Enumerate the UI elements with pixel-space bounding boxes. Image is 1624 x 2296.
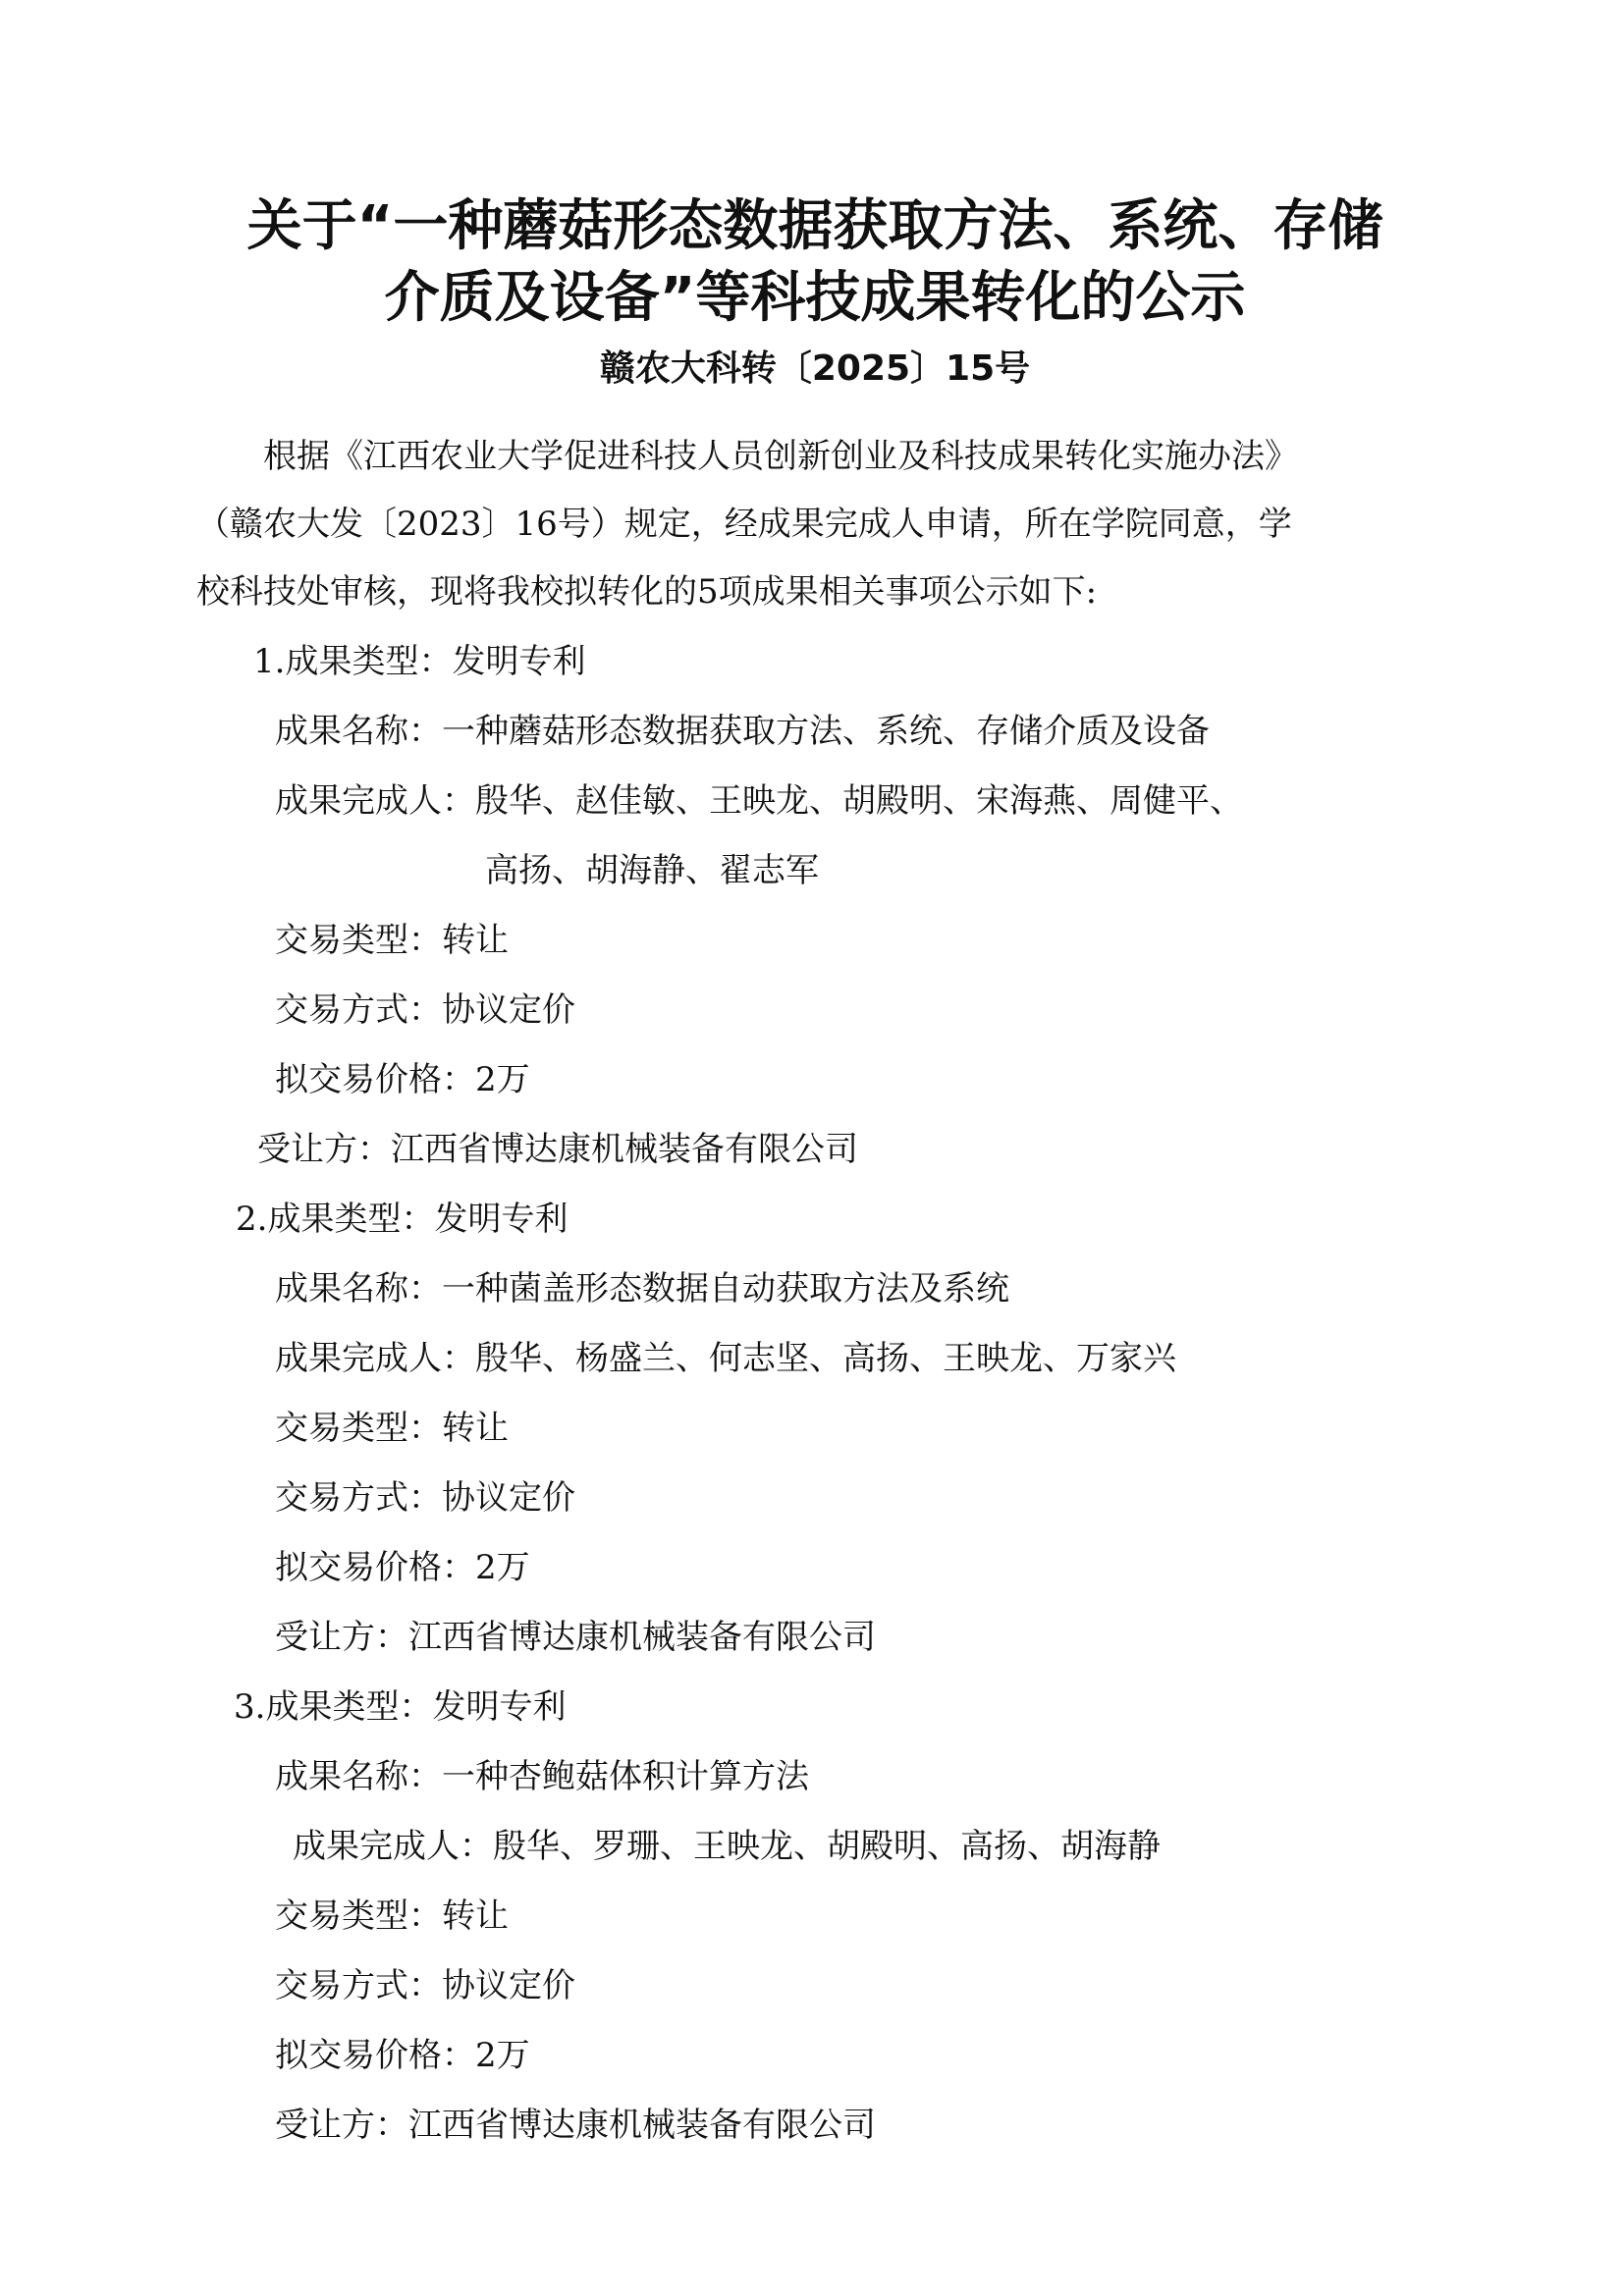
document-title-line-1: 关于“一种蘑菇形态数据获取方法、系统、存储 [246, 194, 1383, 258]
item-3-name: 成果名称：一种杏鲍菇体积计算方法 [275, 1757, 809, 1796]
intro-line-3: 校科技处审核，现将我校拟转化的5项成果相关事项公示如下: [196, 572, 1098, 612]
item-1-price: 拟交易价格：2万 [275, 1060, 530, 1099]
item-3-price: 拟交易价格：2万 [275, 2036, 530, 2075]
item-2-type: 2.成果类型：发明专利 [236, 1200, 568, 1239]
item-3-trade-method: 交易方式：协议定价 [275, 1966, 575, 2005]
item-1-transferee: 受让方：江西省博达康机械装备有限公司 [257, 1130, 858, 1169]
item-2-completers: 成果完成人：殷华、杨盛兰、何志坚、高扬、王映龙、万家兴 [275, 1339, 1176, 1378]
item-2-trade-method: 交易方式：协议定价 [275, 1478, 575, 1518]
item-3-completers: 成果完成人：殷华、罗珊、王映龙、胡殿明、高扬、胡海静 [293, 1827, 1161, 1866]
item-3-transferee: 受让方：江西省博达康机械装备有限公司 [275, 2106, 876, 2145]
document-number: 赣农大科转〔2025〕15号 [599, 348, 1031, 389]
item-1-trade-type: 交易类型：转让 [275, 921, 509, 960]
intro-line-1: 根据《江西农业大学促进科技人员创新创业及科技成果转化实施办法》 [263, 437, 1298, 476]
item-2-trade-type: 交易类型：转让 [275, 1409, 509, 1448]
item-1-completers: 成果完成人：殷华、赵佳敏、王映龙、胡殿明、宋海燕、周健平、 [275, 781, 1243, 821]
item-2-price: 拟交易价格：2万 [275, 1548, 530, 1587]
document-title-line-2: 介质及设备”等科技成果转化的公示 [384, 266, 1246, 330]
item-3-type: 3.成果类型：发明专利 [234, 1687, 567, 1727]
item-2-name: 成果名称：一种菌盖形态数据自动获取方法及系统 [275, 1269, 1009, 1308]
item-1-trade-method: 交易方式：协议定价 [275, 990, 575, 1030]
item-1-completers-cont: 高扬、胡海静、翟志军 [485, 851, 819, 890]
intro-line-2: （赣农大发〔2023〕16号）规定，经成果完成人申请，所在学院同意，学 [196, 505, 1292, 544]
item-1-name: 成果名称：一种蘑菇形态数据获取方法、系统、存储介质及设备 [275, 712, 1210, 751]
item-2-transferee: 受让方：江西省博达康机械装备有限公司 [275, 1618, 876, 1657]
item-1-type: 1.成果类型：发明专利 [253, 642, 586, 681]
item-3-trade-type: 交易类型：转让 [275, 1896, 509, 1936]
